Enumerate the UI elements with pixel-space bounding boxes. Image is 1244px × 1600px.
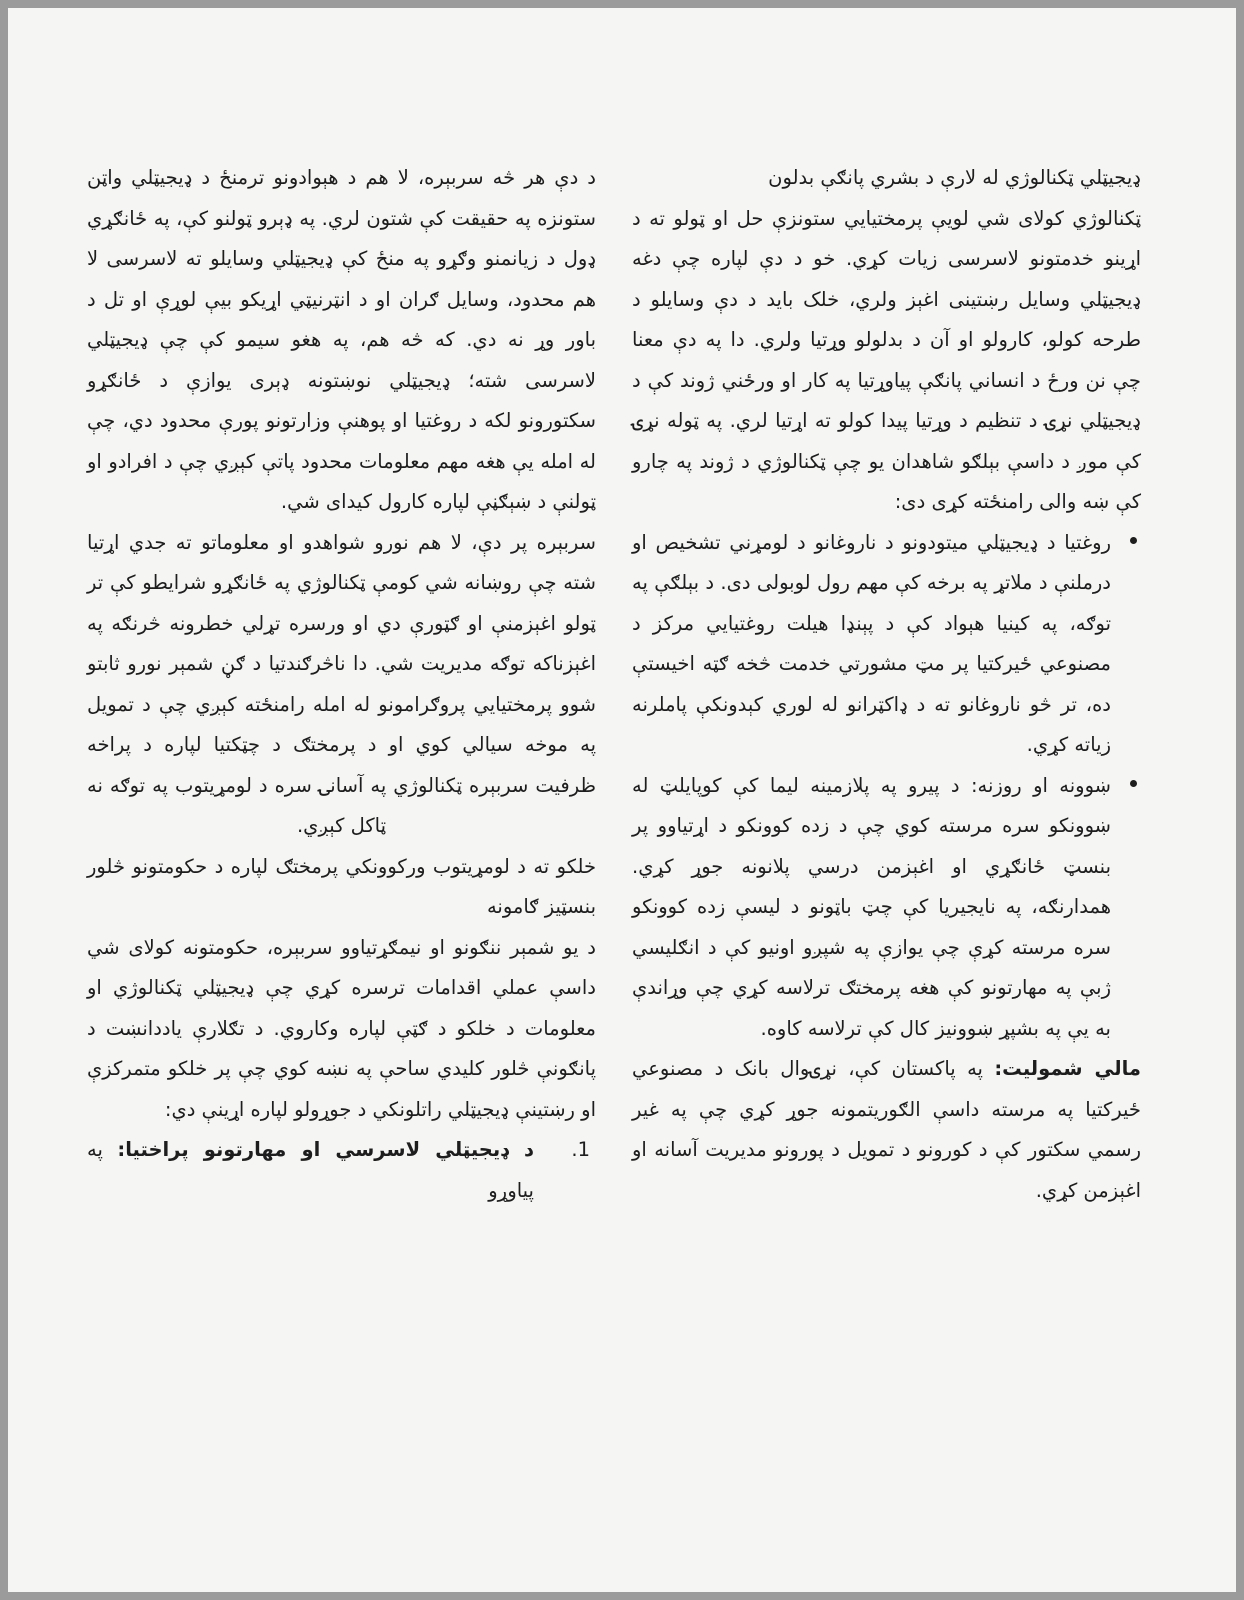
bullet-item-text: روغتیا د ډیجیټلي میتودونو د ناروغانو د لومړني تشخیص او درملنې د ملاتړ په برخه کې مهم رول لوبولی دی. د بېلګې په توګه، په کینیا هېواد کې د پېنډا هیلت روغتیایي مرکز د مصنوعي ځیرکتیا پر مټ مشورتي خدمت څخه ګټه اخیستې ده، تر څو ناروغانو ته د ډاکټرانو له لوري کېدونکې پاملرنه زیاته کړي. (632, 530, 1111, 756)
document-page (8, 8, 1236, 1592)
bullet-item-text: ښوونه او روزنه: د پیرو په پلازمینه لیما کې کوپایلټ له ښوونکو سره مرسته کوي چې د زده کوونکو د اړتیاوو پر بنسټ ځانګړي او اغېزمن درسي پلانونه جوړ کړي. همدارنګه، په نایجیریا کې چټ باټونو د لیسې زده کوونکو سره مرسته کړې چې یوازې په شپږو اونیو کې د انګلیسي ژبې په مهارتونو کې هغه پرمختګ ترلاسه کړي چې وړاندې به یې په بشپړ ښوونیز کال کې ترلاسه کاوه. (632, 773, 1111, 1040)
right-column-title: ډیجیټلي ټکنالوژي له لارې د بشري پانګې بدلون (768, 166, 1141, 189)
two-column-layout (87, 158, 1141, 1458)
list-item-number: .1 (571, 1138, 590, 1161)
left-column (87, 158, 596, 1458)
financial-inclusion-text: په پاکستان کې، نړۍوال بانک د مصنوعي ځیرکتیا په مرسته داسې الګوریتمونه جوړ کړي چې په غیر رسمي سکتور کې د کورونو د تمویل د پورونو مدیریت آسانه او اغېزمن کړي. (632, 1057, 1141, 1202)
bullet-point-icon (1130, 537, 1137, 544)
left-column-paragraph-2: سربېره پر دې، لا هم نورو شواهدو او معلوماتو ته جدي اړتیا شته چې روښانه شي کومې ټکنالوژي په ځانګړو شرایطو کې تر ټولو اغېزمنې او ګټورې دي او ورسره تړلي خطرونه څرنګه په اغېزناکه توګه مدیریت شي. دا ناڅرګندتیا د ګڼ شمېر نورو ثابتو شوو پرمختیایي پروګرامونو له امله رامنځته کېږي چې د تمویل په موخه سیالي کوي او د پرمختګ د چټکتیا لپاره د پراخه ظرفیت سربېره ټکنالوژي په آسانۍ سره د لومړيتوب په توګه نه ټاکل کېږي. (87, 530, 596, 837)
list-item (632, 523, 1141, 766)
financial-inclusion-paragraph (632, 1049, 1141, 1211)
right-column-intro-paragraph: ټکنالوژي کولای شي لویې پرمختیایي ستونزې حل او ټولو ته د اړینو خدمتونو لاسرسی زیات کړي. خو د دې لپاره چې دغه ډیجیټلي وسایل رښتینی اغېز ولري، خلک باید د دې وسایلو د طرحه کولو، کارولو او آن د بدلولو وړتیا ولري. دا په دې معنا چې نن ورځ د انساني پانګې پیاوړتیا په کار او ورځني ژوند کې د ډیجیټلي نړۍ د تنظیم د وړتیا پیدا کولو ته اړتیا لري. په ټوله نړۍ کې موږ د داسې بېلګو شاهدان یو چې ټکنالوژي د ژوند په چارو کې ښه والی رامنځته کړی دی: (632, 206, 1141, 513)
numbered-item-bold-label: د ډیجیټلي لاسرسي او مهارتونو پراختیا: (117, 1138, 534, 1161)
list-item (632, 766, 1141, 1050)
left-column-paragraph-1: د دې هر څه سربېره، لا هم د هېوادونو ترمنځ د ډیجیټلي واټن ستونزه په حقیقت کې شتون لري. په ډېرو ټولنو کې، په ځانګړي ډول د زیانمنو وګړو په منځ کې ډیجیټلي وسایلو ته لاسرسی لا هم محدود، وسایل ګران او د انټرنيټي اړیکو بیې لوړې او تل د باور وړ نه دي. که څه هم، په هغو سیمو کې چې ډیجیټلي لاسرسی شته؛ ډیجیټلي نوښتونه ډېری یوازې د ځانګړو سکتورونو لکه د روغتیا او پوهنې وزارتونو پورې محدود دي، چې له امله یې هغه مهم معلومات محدود پاتې کېږي چې د افرادو او ټولنې د ښېګڼې لپاره کارول کیدای شي. (87, 166, 596, 513)
right-column (632, 158, 1141, 1458)
left-column-paragraph-3: د یو شمېر ننګونو او نیمګړتیاوو سربېره، حکومتونه کولای شي داسې عملي اقدامات ترسره کړي چې ډیجیټلي ټکنالوژي او معلومات د خلکو د ګټې لپاره وکاروي. د تګلارې یاددانښت د پانګونې څلور کلیدي ساحې په نښه کوي چې پر خلکو متمرکزې او رښتینې ډیجیټلي راتلونکي د جوړولو لپاره اړینې دي: (87, 935, 596, 1121)
left-column-section-heading: خلکو ته د لومړيتوب ورکوونکي پرمختګ لپاره د حکومتونو څلور بنسټیز ګامونه (87, 854, 596, 918)
left-column-numbered-list (87, 1130, 596, 1211)
list-item (87, 1130, 596, 1211)
bullet-point-icon (1130, 780, 1137, 787)
numbered-item-text: په پیاوړو (87, 1138, 534, 1202)
right-column-bullet-list (632, 523, 1141, 1050)
financial-inclusion-label: مالي شمولیت: (994, 1057, 1141, 1080)
